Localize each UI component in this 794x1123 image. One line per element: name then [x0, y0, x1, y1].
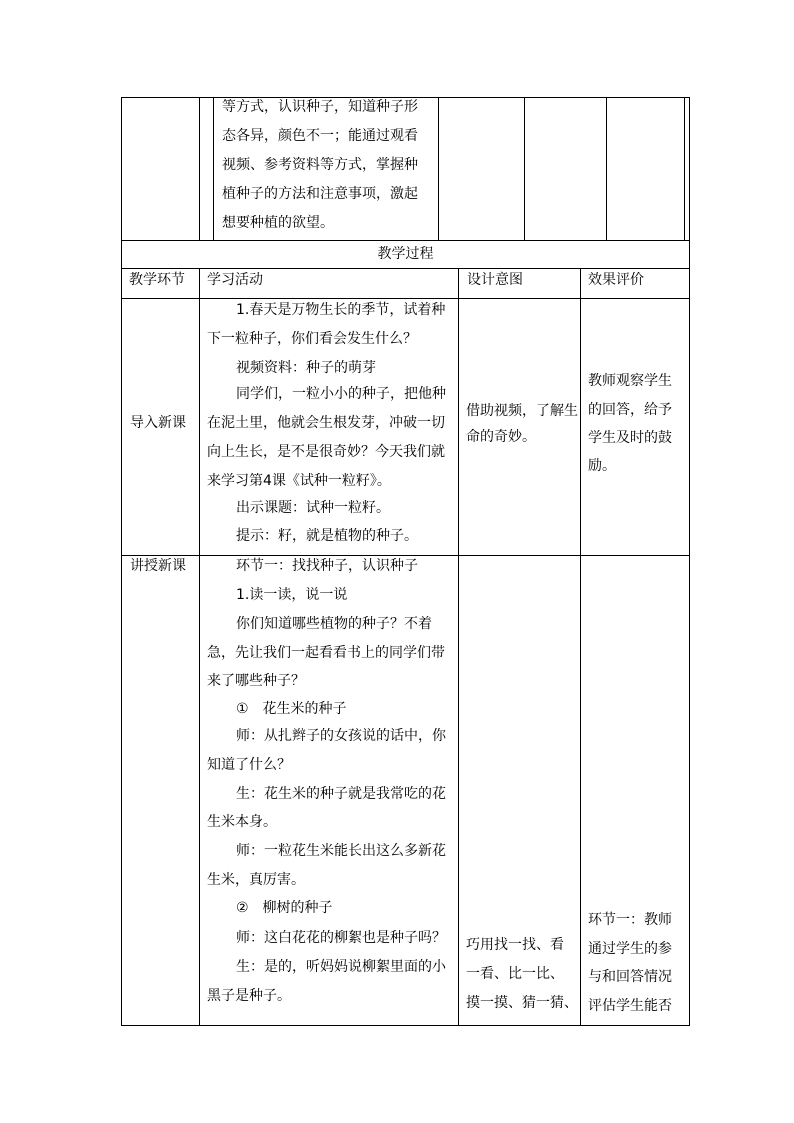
- intro-stage: 导入新课: [130, 415, 186, 431]
- intro-activity-line: 同学们，一粒小小的种子，把他种: [236, 386, 446, 402]
- header-intent: 设计意图: [467, 272, 523, 288]
- lecture-activity-line: 你们知道哪些植物的种子？不着: [236, 616, 432, 632]
- lecture-evaluation-line: 评估学生能否: [588, 998, 672, 1014]
- intro-intent-line: 命的奇妙。: [466, 429, 536, 445]
- intro-activity-line: 出示课题：试种一粒籽。: [236, 500, 390, 516]
- lecture-activity-line: 来了哪些种子？: [207, 673, 305, 689]
- top-divider-3: [438, 97, 439, 240]
- intro-activity-line: 1.春天是万物生长的季节，试着种: [236, 302, 446, 318]
- table-left-border: [121, 97, 122, 1026]
- top-divider-6: [684, 97, 685, 240]
- intro-activity-line: 视频资料：种子的萌芽: [236, 360, 376, 376]
- intro-evaluation-line: 的回答，给予: [588, 402, 672, 418]
- lecture-intent-line: 摸一摸、猜一猜、: [466, 995, 578, 1011]
- intro-intent-line: 借助视频，了解生: [466, 403, 578, 419]
- objective-line: 想要种植的欲望。: [222, 215, 334, 231]
- process-title: 教学过程: [377, 246, 434, 262]
- intro-evaluation-line: 教师观察学生: [588, 373, 672, 389]
- lecture-activity-line: 黑子是种子。: [207, 988, 291, 1004]
- lecture-activity-line: 师：一粒花生米能长出这么多新花: [236, 843, 446, 859]
- table-right-border: [689, 97, 690, 1026]
- col-divider-3: [580, 268, 581, 1026]
- lecture-activity-line: ① 花生米的种子: [236, 701, 347, 717]
- col-divider-2: [458, 268, 459, 1026]
- intro-evaluation-line: 励。: [588, 458, 616, 474]
- lecture-activity-line: ② 柳树的种子: [236, 900, 333, 916]
- lecture-activity-line: 知道了什么？: [207, 757, 291, 773]
- lecture-intent-line: 巧用找一找、看: [466, 937, 564, 953]
- lecture-activity-line: 师：这白花花的柳絮也是种子吗？: [236, 930, 446, 946]
- objective-line: 等方式，认识种子，知道种子形: [222, 99, 418, 115]
- objective-line: 视频、参考资料等方式，掌握种: [222, 157, 418, 173]
- top-divider-1: [199, 97, 200, 240]
- table-bottom-border: [121, 1025, 690, 1026]
- intro-activity-line: 向上生长，是不是很奇妙？今天我们就: [207, 444, 445, 460]
- intro-activity-line: 在泥土里，他就会生根发芽，冲破一切: [207, 415, 445, 431]
- lecture-activity-line: 1.读一读，说一说: [236, 587, 348, 603]
- header-activity: 学习活动: [207, 272, 263, 288]
- header-evaluation: 效果评价: [588, 272, 644, 288]
- header-stage: 教学环节: [129, 272, 185, 288]
- objective-line: 态各异，颜色不一；能通过观看: [222, 128, 418, 144]
- top-divider-2: [213, 97, 214, 240]
- lecture-stage: 讲授新课: [130, 558, 186, 574]
- lecture-evaluation-line: 通过学生的参: [588, 941, 672, 957]
- lecture-evaluation-line: 环节一：教师: [588, 912, 672, 928]
- lecture-activity-line: 生：是的，听妈妈说柳絮里面的小: [236, 959, 446, 975]
- lecture-activity-line: 环节一：找找种子，认识种子: [236, 558, 418, 574]
- top-divider-4: [524, 97, 525, 240]
- intro-activity-line: 下一粒种子，你们看会发生什么？: [207, 331, 417, 347]
- lecture-activity-line: 急，先让我们一起看看书上的同学们带: [207, 645, 445, 661]
- objective-line: 植种子的方法和注意事项，激起: [222, 186, 418, 202]
- lecture-activity-line: 生米本身。: [207, 814, 277, 830]
- col-divider-1: [199, 268, 200, 1026]
- lecture-activity-line: 生米，真厉害。: [207, 872, 305, 888]
- intro-evaluation-line: 学生及时的鼓: [588, 430, 672, 446]
- lecture-activity-line: 生：花生米的种子就是我常吃的花: [236, 786, 446, 802]
- intro-activity-line: 来学习第4课《试种一粒籽》。: [207, 473, 391, 489]
- lecture-intent-line: 一看、比一比、: [466, 966, 564, 982]
- lecture-activity-line: 师：从扎辫子的女孩说的话中，你: [236, 728, 446, 744]
- top-divider-5: [606, 97, 607, 240]
- lecture-evaluation-line: 与和回答情况: [588, 969, 672, 985]
- intro-activity-line: 提示：籽，就是植物的种子。: [236, 528, 418, 544]
